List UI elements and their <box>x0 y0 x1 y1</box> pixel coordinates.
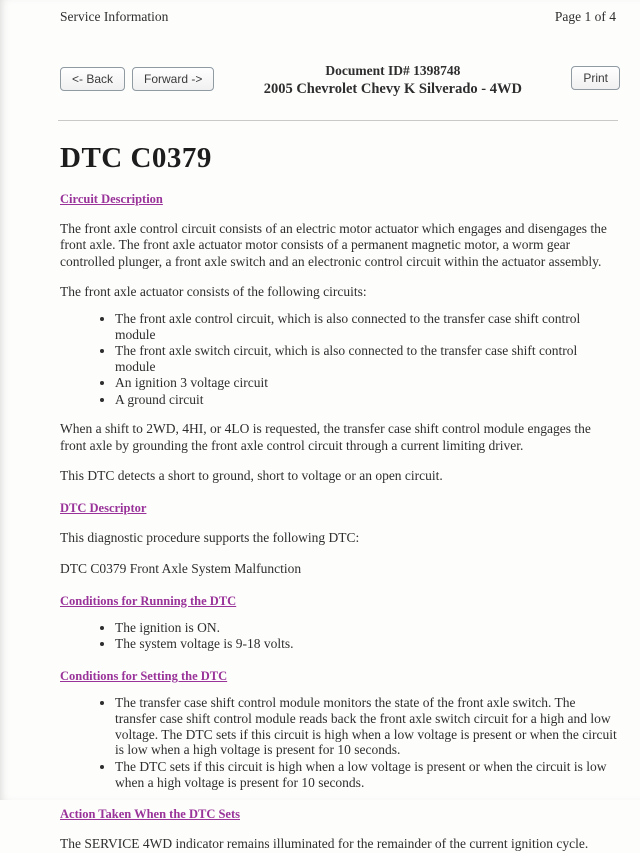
document-id: Document ID# 1398748 <box>325 63 461 78</box>
list-item: • The transfer case shift control module monitors the state of the front axle switch. The transfer case shift control module reads back the front axle switch circuit for a high and low voltage. The DTC sets if this circuit is high when a low voltage is present or when the circuit is low when a high voltage is present for 10 seconds. <box>115 695 618 758</box>
list-item: • The ignition is ON. <box>115 620 618 636</box>
paragraph: When a shift to 2WD, 4HI, or 4LO is requested, the transfer case shift control module engages the front axle by grounding the front axle control circuit through a current limiting driver. <box>60 421 591 453</box>
circuit-list <box>60 311 618 407</box>
paragraph: The SERVICE 4WD indicator remains illuminated for the remainder of the current ignition cycle. <box>60 836 589 852</box>
list-item: • The front axle switch circuit, which is also connected to the transfer case shift control module <box>115 343 618 375</box>
section-heading-conditions-running[interactable]: Conditions for Running the DTC <box>60 593 237 608</box>
header-divider <box>58 120 618 121</box>
section-heading-dtc-descriptor[interactable]: DTC Descriptor <box>60 501 147 516</box>
nav-buttons <box>60 63 214 91</box>
document-header <box>214 63 571 98</box>
forward-button[interactable]: Forward -> <box>132 67 214 91</box>
section-heading-action-taken[interactable]: Action Taken When the DTC Sets <box>60 807 241 822</box>
app-title: Service Information <box>60 9 169 24</box>
setting-conditions-list <box>60 695 618 790</box>
section-heading-conditions-setting[interactable]: Conditions for Setting the DTC <box>60 669 228 684</box>
list-item: • The DTC sets if this circuit is high when a low voltage is present or when the circuit is low when a high voltage is present for 10 seconds. <box>115 759 618 791</box>
page-title: DTC C0379 <box>60 142 212 174</box>
page-indicator: Page 1 of 4 <box>554 9 616 24</box>
running-conditions-list <box>60 620 618 652</box>
section-heading-circuit-description[interactable]: Circuit Description <box>60 192 163 206</box>
list-item: • An ignition 3 voltage circuit <box>115 375 618 391</box>
nav-bar <box>60 63 620 98</box>
back-button[interactable]: <- Back <box>60 67 125 91</box>
paragraph: This diagnostic procedure supports the following DTC: <box>60 530 360 546</box>
list-item: • The system voltage is 9-18 volts. <box>115 636 618 652</box>
paragraph: The front axle control circuit consists of an electric motor actuator which engages and disengages the front axle. The front axle actuator motor consists of a permanent magnetic motor, a worm gear controlled plunger, a front axle switch and an electronic control circuit within the actuator assembly. <box>60 221 607 269</box>
vehicle-title: 2005 Chevrolet Chevy K Silverado - 4WD <box>263 81 522 97</box>
list-item: • The front axle control circuit, which is also connected to the transfer case shift control module <box>115 311 618 343</box>
print-header <box>0 0 640 25</box>
nav-right <box>571 63 620 90</box>
document-body <box>0 142 640 853</box>
list-item: • A ground circuit <box>115 392 618 408</box>
print-button[interactable]: Print <box>571 66 620 90</box>
paragraph: The front axle actuator consists of the following circuits: <box>60 283 367 299</box>
paragraph: This DTC detects a short to ground, short to voltage or an open circuit. <box>60 468 443 484</box>
paragraph: DTC C0379 Front Axle System Malfunction <box>60 560 302 576</box>
